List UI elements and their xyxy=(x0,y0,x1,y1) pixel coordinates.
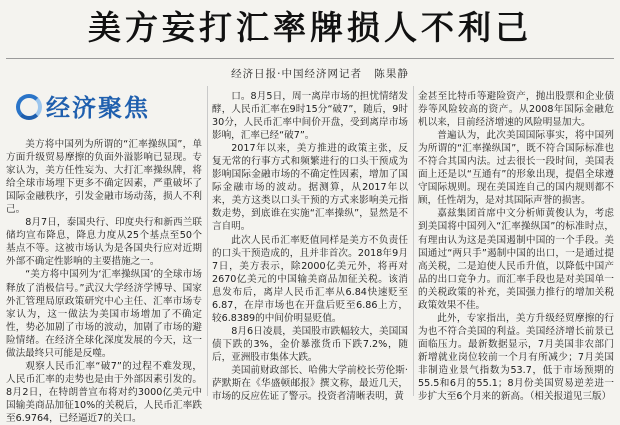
paragraph: 此外，专家指出，美方升级经贸摩擦的行为也不符合美国的利益。美国经济增长前景已面临压力。最新数据显示，7月美国非农部门新增就业岗位较前一个月有所减少；7月美国非制造业景气指数为53.7，低于市场预期的55.5和6月的55.1；8月份美国贸易逆差进一步扩大至6个月来的新高。（相关报道见三版） xyxy=(418,312,614,403)
paragraph: 8月6日凌晨，美国股市跌幅较大，美国国债下跌的3%，金价暴涨货币下跌7.2%，随后，亚洲股市集体大跌。 xyxy=(212,325,408,363)
byline-source: 经济日报·中国经济网记者 xyxy=(231,68,362,80)
paragraph: 金甚至比特币等避险资产，抛出股票和企业债券等风险较高的资产。从2008年国际金融危机以来，目前经济增速的风险明显加大。 xyxy=(418,91,614,129)
paragraph: 观察人民币汇率“破7”的过程不难发现，人民币汇率的走势也是由于外部因素引发的。8月2日，在特朗普宣布将对约3000亿美元中国输美商品加征10%的关税后，人民币汇率跌至6.9764，已经逼近7的关口。 xyxy=(6,360,202,424)
paragraph: “美方将中国列为‘汇率操纵国’的全球市场释放了消极信号。”武汉大学经济学博导、国家外汇管理局原政策研究中心主任、汇率市场专家认为，这一做法为美国市场增加了不确定性，势必加剧了市场的波动，加剧了市场的避险情绪。在经济全球化深度发展的今天，这一做法最终只可能是反噬。 xyxy=(6,269,202,359)
byline-author: 陈果静 xyxy=(374,68,409,80)
column-divider xyxy=(413,86,414,396)
paragraph: 美国前财政部长、哈佛大学前校长劳伦斯·萨默斯在《华盛顿邮报》撰文称，最近几天，市场的反应佐证了警示。投资者清晰表明，黄 xyxy=(212,364,408,403)
section-badge xyxy=(6,92,188,128)
globe-logo-icon xyxy=(16,94,42,120)
headline: 美方妄打汇率牌损人不利己 xyxy=(88,8,532,47)
byline xyxy=(160,66,480,81)
paragraph: 美方将中国列为所谓的“汇率操纵国”，单方面升级贸易摩擦的负面外溢影响已显现。专家认为，美方任性妄为、大打汇率操纵牌，将给全球市场埋下更多不确定因素，严重破坏了国际金融秩序，引发金融市场动荡，损人不利己。 xyxy=(6,139,202,216)
paragraph: 此次人民币汇率贬值同样是美方不负责任的口头干预造成的，且并非首次。2018年9月7日，美方表示，除2000亿美元外，将再对2670亿美元的中国输美商品加征关税。该消息发布后，离岸人民币汇率从6.84快速贬至6.87，在岸市场也在开盘后贬至6.86上方，较6.8389的中间价明显贬值。 xyxy=(212,234,408,324)
paragraph: 口。8月5日，周一离岸市场的担忧情绪发酵，人民币汇率在9时15分“破7”，随后，9时30分，人民币汇率中间价开盘，受到离岸市场影响，汇率已经“破7”。 xyxy=(212,91,408,142)
paragraph: 嘉兹集团首席中文分析师黄俊认为，考虑到美国将中国列入“汇率操纵国”的标准时点，有理由认为这是美国遏制中国的一个手段。美国通过“两只手”遏制中国的出口，一是通过提高关税，二是迫使人民币升值，以降低中国产品的出口竞争力。而汇率手段也是对美国单一的关税政策的补充，美国强力推行的增加关税政策效果不佳。 xyxy=(418,208,614,311)
headline-rule xyxy=(6,58,614,59)
column-divider xyxy=(207,86,208,396)
paragraph: 2017年以来，美方推进的政策主张，反复无常的行事方式和频繁进行的口头干预成为影响国际金融市场的不确定性因素，增加了国际金融市场的波动。据测算，从2017年以来，美方这类以口头干预的方式来影响美元指数走势，到底谁在实施“汇率操纵”，显然是不言自明。 xyxy=(212,143,408,233)
paragraph: 8月7日，泰国央行、印度央行和新西兰联储均宣布降息，降息力度从25个基点至50个基点不等。这被市场认为是各国央行应对近期外部不确定性影响的主要措施之一。 xyxy=(6,217,202,268)
section-badge-title: 经济聚焦 xyxy=(46,93,150,122)
paragraph: 普遍认为，此次美国国际事实，将中国列为所谓的“汇率操纵国”，既不符合国际标准也不符合其国内法。过去很长一段时间，美国表面上还是以“互通有”的形象出现，提倡全球遵守国际规则。现在美国连自己的国内规则都不顾，任性胡为，是对其国际声誉的损害。 xyxy=(418,130,614,207)
